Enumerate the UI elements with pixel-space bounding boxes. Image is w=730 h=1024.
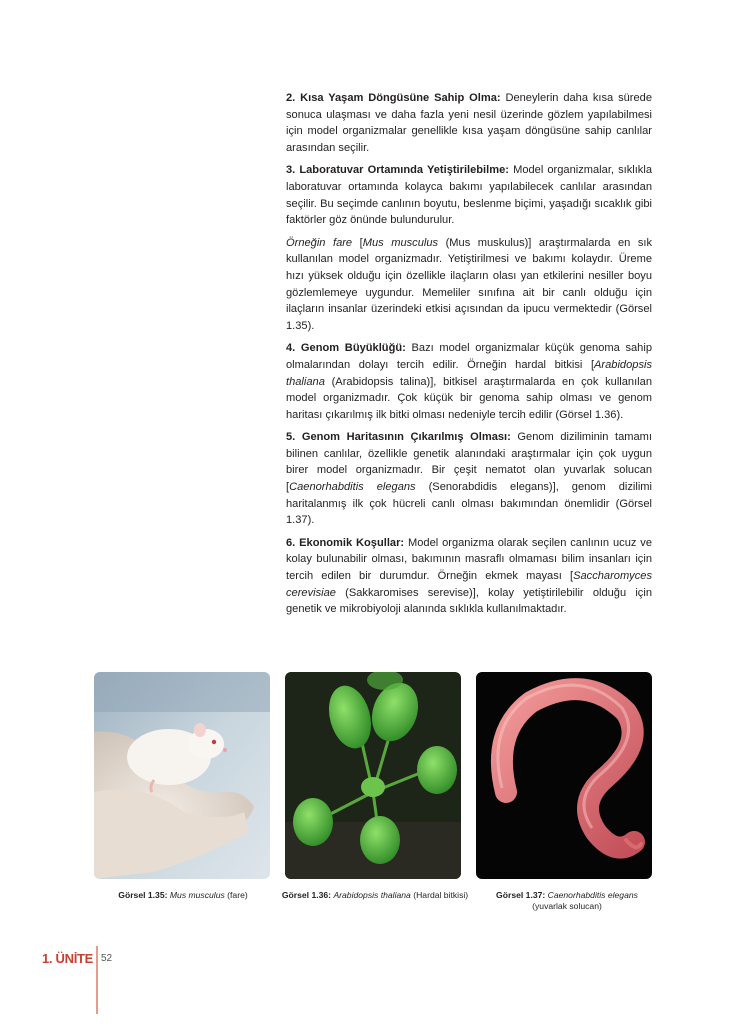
economic-t2: (Sakkaromises serevise)], kolay yetiştirilebilir olduğu için genetik ve mikrobiyoloji alanında sıklıkla kullanılmaktadır.	[286, 586, 652, 616]
heading-lab-cultivation: 3. Laboratuvar Ortamında Yetiştirilebilme:	[286, 164, 509, 177]
paragraph-lab-cultivation	[286, 162, 652, 228]
genome-map-t1: Genom diziliminin tamamı bilinen canlılar, özellikle genetik alanındaki araştırmalar için çok uygun birer model organizmadır. Bir çeşit nematot olan yuvarlak solucan [	[286, 431, 652, 494]
genome-map-t2: (Senorabdidis elegans)], genom dizilimi haritalanmış ilk çok hücreli canlı olması bakımından önemlidir (Görsel 1.37).	[286, 481, 652, 527]
heading-genome-size: 4. Genom Büyüklüğü:	[286, 342, 406, 355]
caption-figure-1-36	[280, 890, 470, 901]
caption-3-label: Görsel 1.37:	[496, 890, 546, 900]
celegans-species-name: Caenorhabditis elegans	[289, 481, 416, 494]
paragraph-genome-size	[286, 340, 652, 423]
heading-short-life-cycle: 2. Kısa Yaşam Döngüsüne Sahip Olma:	[286, 92, 501, 104]
caption-2-species: Arabidopsis thaliana	[333, 890, 411, 900]
yeast-species-name: Saccharomyces cerevisiae	[286, 570, 652, 599]
caption-2-rest: (Hardal bitkisi)	[410, 890, 469, 900]
paragraph-short-life-cycle	[286, 90, 652, 156]
body-lab-cultivation: Model organizmalar, sıklıkla laboratuvar ortamında kolayca bakımı yapılabilecek canlılar arasından seçilir. Bu seçimde canlının boyutu, beslenme biçimi, yaşadığı sıcaklık gibi faktörler göz önünde bulundurulur.	[286, 164, 652, 227]
body-short-life-cycle: Deneylerin daha kısa sürede sonuca ulaşması ve daha fazla yeni nesil üzerinde gözlem yapılabilmesi için model organizmalar genellikle kısa yaşam döngüsüne sahip canlılar arasından seçilir.	[286, 92, 652, 154]
heading-genome-map: 5. Genom Haritasının Çıkarılmış Olması:	[286, 431, 511, 444]
unit-label: 1. ÜNİTE	[42, 951, 94, 966]
mouse-species-name: Mus musculus	[362, 236, 439, 249]
caption-1-rest: (fare)	[224, 890, 248, 900]
genome-size-t1: Bazı model organizmalar küçük genoma sahip olmalarından dolayı tercih edilir. Örneğin hardal bitkisi [	[286, 342, 652, 371]
celegans-photo	[476, 672, 652, 879]
caption-1-label: Görsel 1.35:	[118, 890, 168, 900]
caption-1-species: Mus musculus	[169, 890, 225, 900]
celegans-photo-image	[476, 672, 652, 879]
caption-3-species: Caenorhabditis elegans	[547, 890, 638, 900]
caption-figure-1-35	[88, 890, 278, 901]
mouse-example-t1: [	[352, 236, 363, 249]
paragraph-economic	[286, 535, 652, 618]
main-text-column	[286, 90, 652, 624]
caption-3-rest: (yuvarlak solucan)	[532, 901, 602, 911]
genome-size-t2: (Arabidopsis talina)], bitkisel araştırmalarda en çok kullanılan model organizmadır. Çok küçük bir genoma sahip olması ve genom haritası çıkarılmış ilk bitki olması nedeniyle tercih edilir (Görsel 1.36).	[286, 375, 652, 421]
mouse-example-t2: (Mus muskulus)] araştırmalarda en sık kullanılan model organizmadır. Yetiştirilmesi ve bakımı kolaydır. Üreme hızı yüksek olduğu için özellikle ilaçların olası yan etkilerini nesiller boyu gözlemlemeye uygundur. Memeliler sınıfına ait bir canlı olduğu için ilaçların insanlar üzerindeki etkisi açısından da ipucu vermektedir (Görsel 1.35).	[286, 236, 652, 332]
arabidopsis-photo-image	[285, 672, 461, 879]
arabidopsis-species-name: Arabidopsis thaliana	[286, 358, 652, 388]
caption-figure-1-37	[472, 890, 662, 912]
arabidopsis-photo	[285, 672, 461, 879]
caption-2-label: Görsel 1.36:	[281, 890, 332, 900]
mouse-photo-image	[94, 672, 270, 879]
mouse-photo	[94, 672, 270, 879]
economic-t1: Model organizma olarak seçilen canlının ucuz ve kolay bulunabilir olması, bakımının masraflı olmaması bilim insanları için tercih edilen bir durumdur. Örneğin ekmek mayası [	[286, 536, 653, 583]
page-number: 52	[101, 953, 113, 964]
mouse-example-intro: Örneğin fare	[286, 236, 353, 249]
footer-divider	[96, 946, 98, 1014]
paragraph-mouse-example	[286, 235, 652, 335]
heading-economic: 6. Ekonomik Koşullar:	[286, 536, 405, 549]
paragraph-genome-map	[286, 429, 652, 529]
